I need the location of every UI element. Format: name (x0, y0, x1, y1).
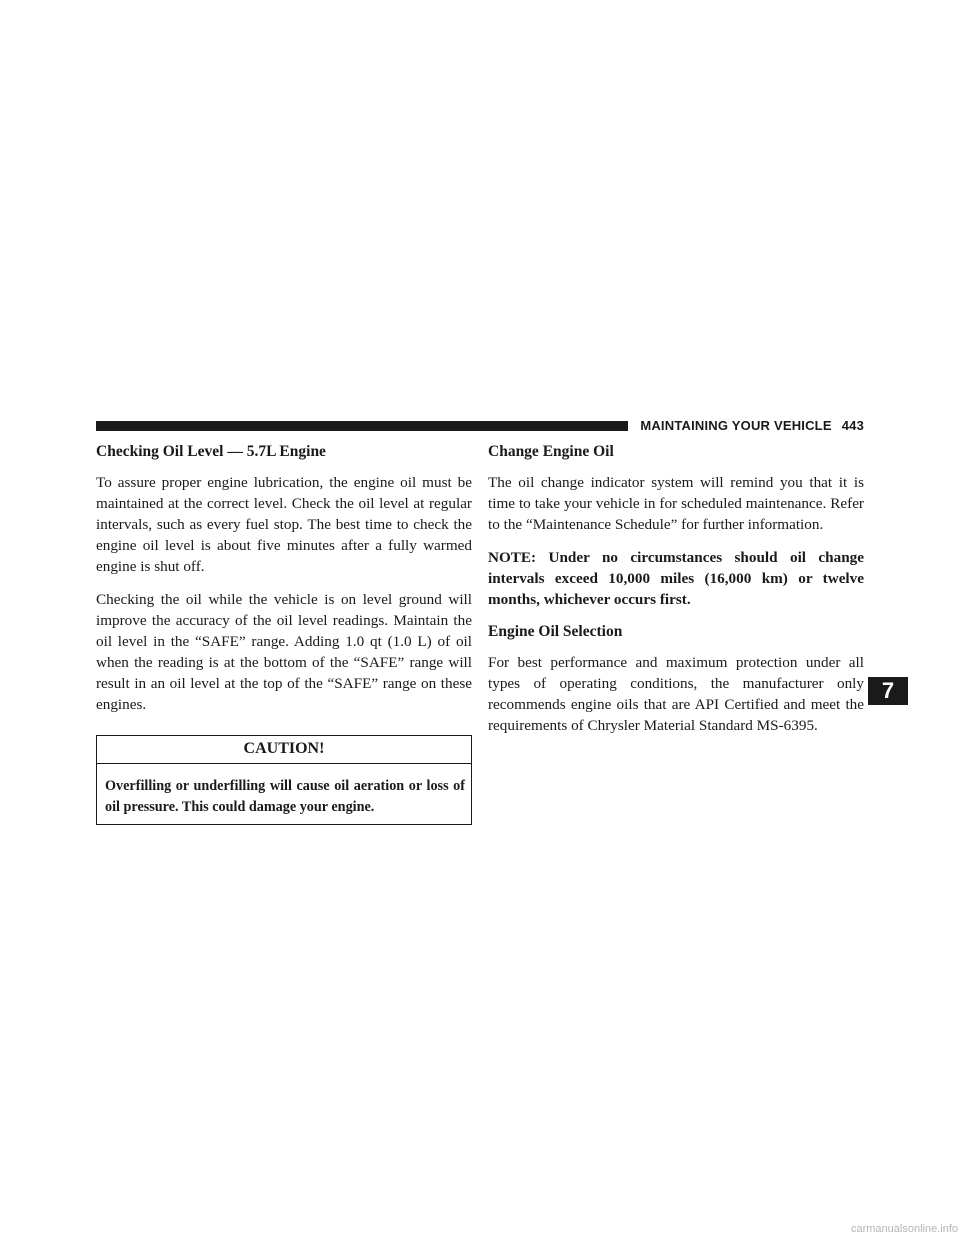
running-header (640, 418, 864, 433)
left-column (96, 442, 472, 825)
section-title: MAINTAINING YOUR VEHICLE (640, 418, 832, 433)
watermark: carmanualsonline.info (850, 1223, 958, 1235)
caution-body: Overfilling or underfilling will cause oil aeration or loss of oil pressure. This could damage your engine. (105, 778, 465, 815)
heading-change-engine-oil: Change Engine Oil (488, 443, 614, 460)
paragraph-oil-selection: For best performance and maximum protection under all types of operating conditions, the manufacturer only recommends engine oils that are API Certified and meet the requirements of Chrysler Material Standard MS-6395. (488, 654, 864, 734)
caution-box (96, 735, 472, 825)
heading-engine-oil-selection: Engine Oil Selection (488, 623, 623, 640)
note-oil-change-interval: NOTE: Under no circumstances should oil change intervals exceed 10,000 miles (16,000 km) or twelve months, whichever occurs first. (488, 549, 864, 608)
paragraph-lubrication: To assure proper engine lubrication, the engine oil must be maintained at the correct level. Check the oil level at regular intervals, such as every fuel stop. The best time to check the engine oil level is about five minutes after a fully warmed engine is shut off. (96, 474, 472, 575)
chapter-tab: 7 (868, 677, 908, 705)
paragraph-oil-change-indicator: The oil change indicator system will remind you that it is time to take your vehicle in for scheduled maintenance. Refer to the “Maintenance Schedule” for further information. (488, 474, 864, 533)
right-column (488, 442, 864, 748)
heading-checking-oil-level: Checking Oil Level — 5.7L Engine (96, 443, 326, 460)
caution-title: CAUTION! (97, 736, 471, 764)
page-number: 443 (841, 418, 864, 433)
paragraph-level-ground: Checking the oil while the vehicle is on level ground will improve the accuracy of the oil level readings. Maintain the oil level in the “SAFE” range. Adding 1.0 qt (1.0 L) of oil when the reading is at the bottom of the “SAFE” range will result in an oil level at the top of the “SAFE” range on these engines. (96, 591, 472, 713)
header-rule (96, 421, 628, 431)
